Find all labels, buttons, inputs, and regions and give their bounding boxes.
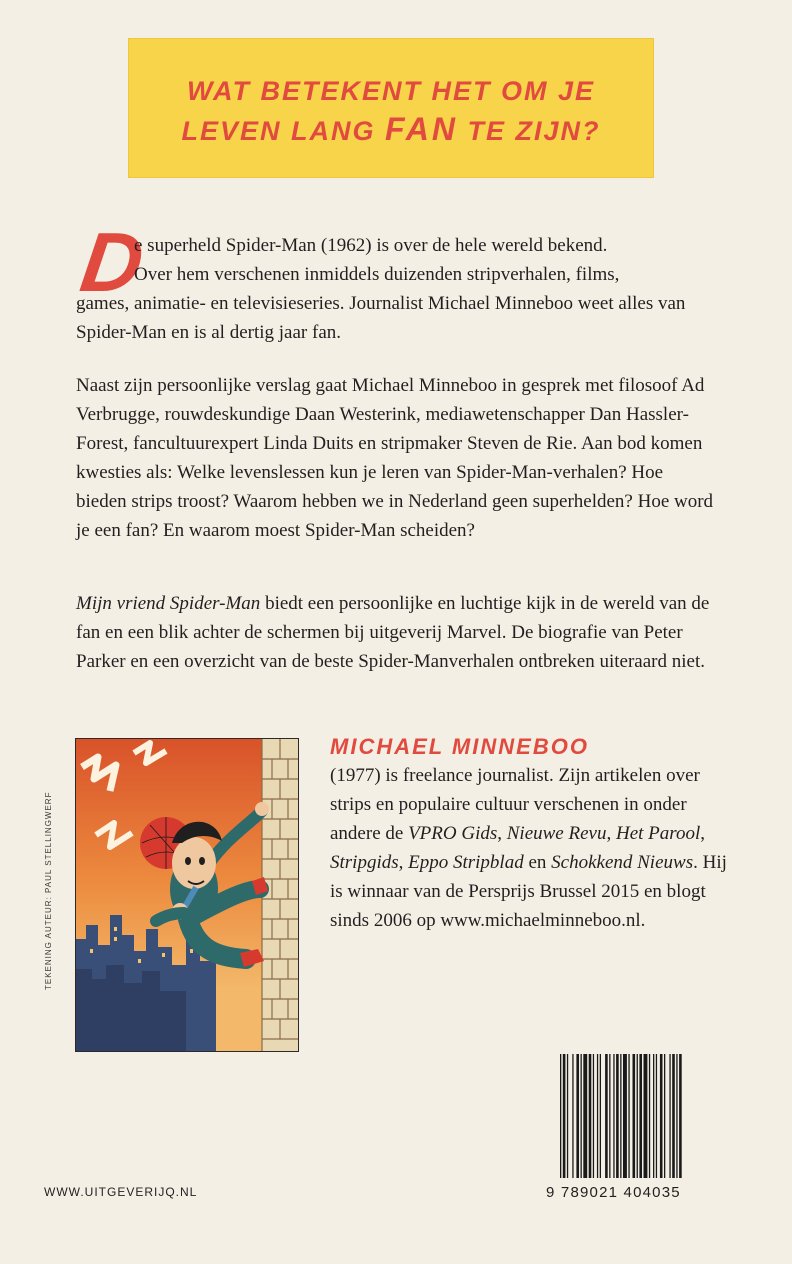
author-illustration	[75, 738, 299, 1052]
intro-line-2: Over hem verschenen inmiddels duizenden stripverhalen, films,	[134, 264, 620, 285]
barcode-bar	[639, 1054, 642, 1178]
barcode-bar	[560, 1054, 561, 1178]
bio-sep-3: ,	[700, 823, 705, 844]
barcode-bar	[633, 1054, 636, 1178]
barcode-bar	[679, 1054, 682, 1178]
bio-text-2: . Hij is winnaar van de Persprijs Brussel 2015 en blogt sinds 2006 op www.michaelminneboo.nl.	[330, 852, 727, 931]
barcode-bar	[613, 1054, 614, 1178]
intro-rest: games, animatie- en televisieseries. Journalist Michael Minneboo weet alles van Spider-Man en is al dertig jaar fan.	[76, 293, 686, 343]
bio-sep-4: ,	[398, 852, 409, 873]
publication-stripgids: Stripgids	[330, 852, 399, 873]
intro-line-1: e superheld Spider-Man (1962) is over de hele wereld bekend.	[134, 235, 608, 256]
bio-sep-1: ,	[497, 823, 507, 844]
barcode-bar	[583, 1054, 587, 1178]
barcode-bar	[597, 1054, 598, 1178]
barcode-bar	[676, 1054, 677, 1178]
author-bio	[330, 761, 730, 935]
headline-banner	[128, 38, 654, 178]
book-title: Mijn vriend Spider-Man	[76, 593, 261, 614]
barcode-bar	[653, 1054, 654, 1178]
isbn-number: 9 789021 404035	[546, 1184, 681, 1201]
publisher-website: WWW.UITGEVERIJQ.NL	[44, 1185, 198, 1199]
author-name: MICHAEL MINNEBOO	[330, 734, 589, 759]
publication-schokkend-nieuws: Schokkend Nieuws	[551, 852, 694, 873]
barcode-bar	[637, 1054, 638, 1178]
barcode-bar	[656, 1054, 657, 1178]
body-paragraph-2: Naast zijn persoonlijke verslag gaat Michael Minneboo in gesprek met filosoof Ad Verbrugge, rouwdeskundige Daan Westerink, mediawetenschapper Dan Hassler-Forest, fancultuurexpert Linda Duits en stripmaker Steven de Rie. Aan bod komen kwesties als: Welke levenslessen kun je leren van Spider-Man-verhalen? Hoe bieden strips troost? Waarom hebben we in Nederland geen superhelden? Hoe word je een fan? En waarom moest Spider-Man scheiden?	[76, 375, 714, 541]
bio-text-1: (1977) is freelance journalist. Zijn artikelen over strips en populaire cultuur verschenen in onder andere de	[330, 765, 700, 844]
barcode-bar	[567, 1054, 568, 1178]
barcode-bar	[669, 1054, 670, 1178]
barcode-bar	[563, 1054, 566, 1178]
barcode-bar	[605, 1054, 608, 1178]
barcode-bar	[620, 1054, 621, 1178]
barcode-bar	[581, 1054, 582, 1178]
barcode-bar	[628, 1054, 629, 1178]
barcode-bar	[664, 1054, 665, 1178]
barcode-bar	[609, 1054, 610, 1178]
headline-fan-word: FAN	[385, 111, 458, 147]
isbn-barcode-area	[546, 1050, 724, 1190]
drop-cap: D	[75, 215, 150, 309]
barcode-bar	[600, 1054, 601, 1178]
headline-line-2	[128, 110, 654, 150]
barcode-bar	[576, 1054, 579, 1178]
body-paragraph-3	[76, 589, 716, 676]
barcode-bar	[616, 1054, 619, 1178]
barcode-bar	[593, 1054, 594, 1178]
barcode-bar	[644, 1054, 648, 1178]
headline-line-2-start: LEVEN LANG	[181, 116, 385, 146]
barcode-bar	[672, 1054, 675, 1178]
bio-sep-5: en	[523, 852, 552, 873]
barcode-bar	[660, 1054, 663, 1178]
isbn-barcode	[546, 1050, 724, 1182]
headline	[128, 72, 654, 150]
paragraph-3-text: biedt een persoonlijke en luchtige kijk in de wereld van de fan en een blik achter de schermen bij uitgeverij Marvel. De biografie van Peter Parker en een overzicht van de beste Spider-Manverhalen ontbreken uiteraard niet.	[76, 593, 710, 672]
barcode-bar	[623, 1054, 627, 1178]
illustration-credit: TEKENING AUTEUR: PAUL STELLINGWERF	[44, 791, 53, 990]
barcode-bar	[649, 1054, 650, 1178]
intro-paragraph	[76, 231, 716, 347]
headline-line-2-end: TE ZIJN?	[458, 116, 601, 146]
publication-vpro-gids: VPRO Gids	[408, 823, 498, 844]
headline-line-1: WAT BETEKENT HET OM JE	[186, 76, 595, 106]
publication-eppo-stripblad: Eppo Stripblad	[408, 852, 524, 873]
barcode-bar	[572, 1054, 573, 1178]
publication-het-parool: Het Parool	[615, 823, 701, 844]
publication-nieuwe-revu: Nieuwe Revu	[506, 823, 607, 844]
barcode-bar	[589, 1054, 592, 1178]
bio-sep-2: ,	[606, 823, 616, 844]
